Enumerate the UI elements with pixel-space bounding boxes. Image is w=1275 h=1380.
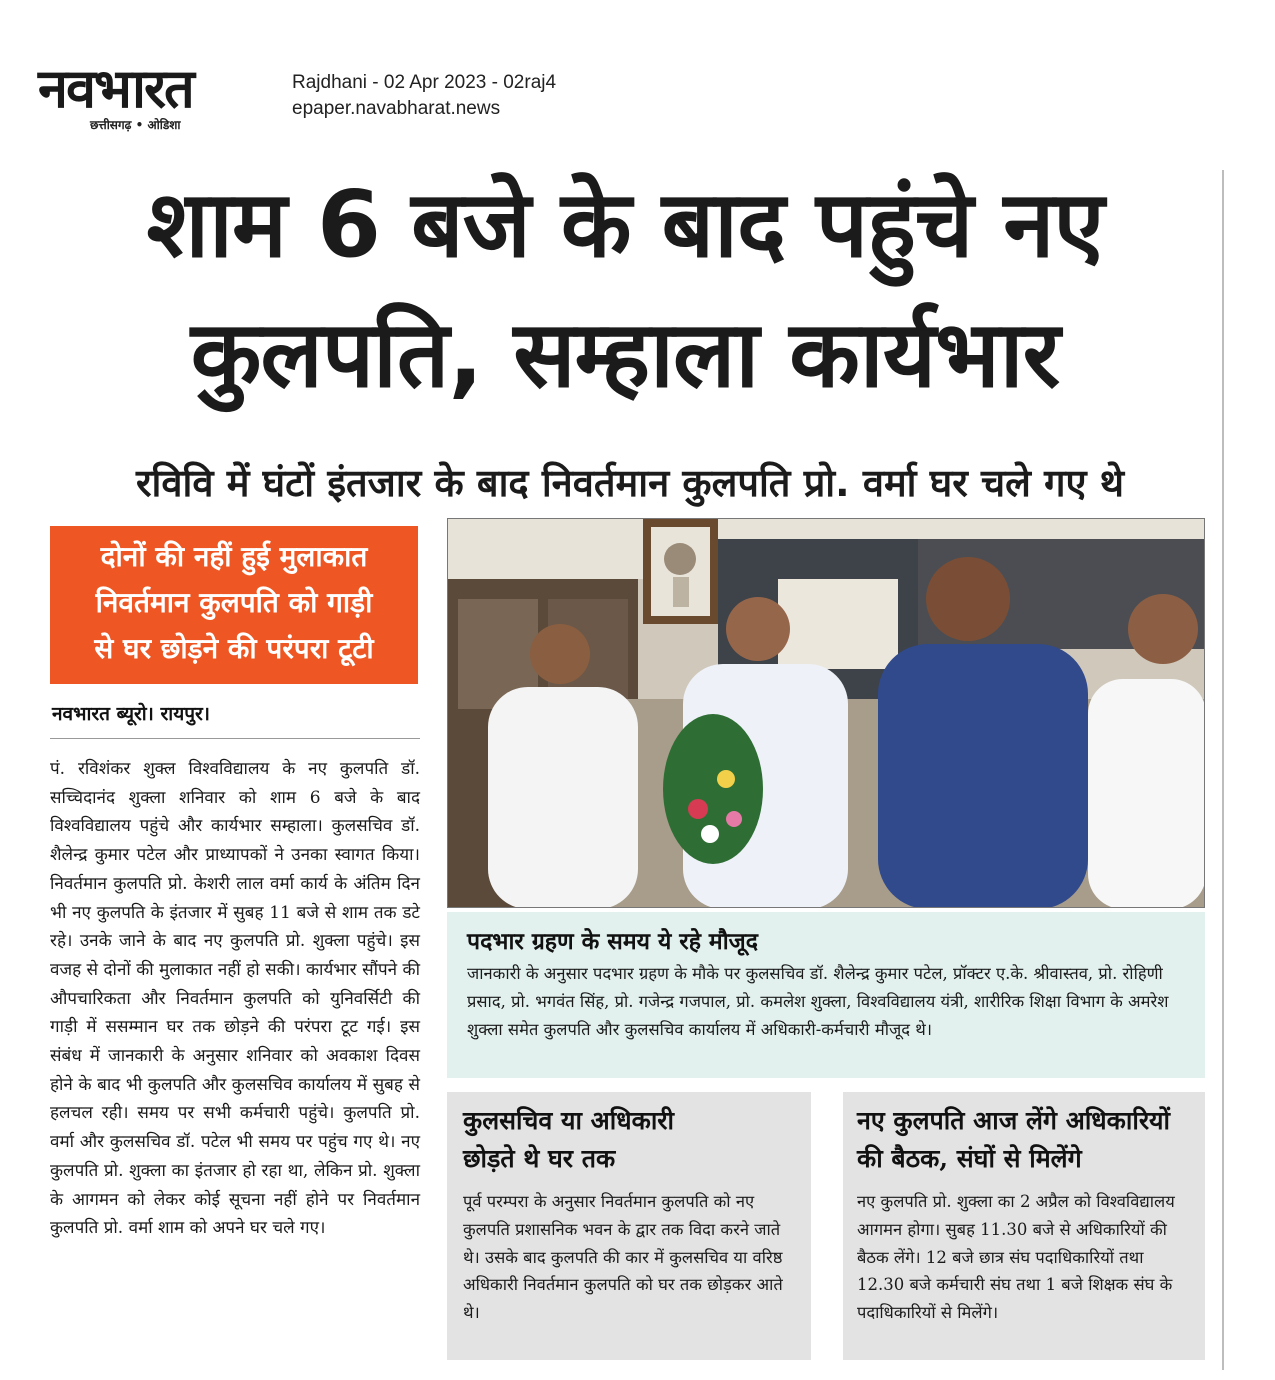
present-officials-title: पदभार ग्रहण के समय ये रहे मौजूद bbox=[467, 928, 758, 955]
highlight-line-2: निवर्तमान कुलपति को गाड़ी bbox=[95, 586, 373, 619]
logo-text: नवभारत bbox=[38, 57, 193, 120]
tradition-text: पूर्व परम्परा के अनुसार निवर्तमान कुलपति को नए कुलपति प्रशासनिक भवन के द्वार तक विदा करने जाते थे। उसके बाद कुलपति की कार में कुलसचिव या वरिष्ठ अधिकारी निवर्तमान कुलपति को घर तक छोड़कर आते थे। bbox=[463, 1192, 783, 1323]
tradition-title bbox=[463, 1102, 795, 1178]
main-headline bbox=[30, 160, 1220, 420]
byline: नवभारत ब्यूरो। रायपुर। bbox=[52, 703, 210, 725]
masthead-logo bbox=[38, 57, 274, 134]
edition-label: छत्तीसगढ़ • ओडिशा bbox=[90, 118, 181, 132]
meeting-title-line-1: नए कुलपति आज लेंगे अधिकारियों bbox=[857, 1106, 1171, 1135]
article-body: पं. रविशंकर शुक्ल विश्वविद्यालय के नए कुलपति डॉ. सच्चिदानंद शुक्ला शनिवार को शाम 6 बजे के बाद विश्वविद्यालय पहुंचे और कार्यभार सम्हाला। कुलसचिव डॉ. शैलेन्द्र कुमार पटेल और प्राध्यापकों ने उनका स्वागत किया। निवर्तमान कुलपति प्रो. केशरी लाल वर्मा कार्य के अंतिम दिन भी नए कुलपति के इंतजार में सुबह 11 बजे से शाम तक डटे रहे। उनके जाने के बाद नए कुलपति प्रो. शुक्ला पहुंचे। इस वजह से दोनों की मुलाकात नहीं हो सकी। कार्यभार सौंपने की औपचारिकता और निवर्तमान कुलपति को युनिवर्सिटी की गाड़ी में ससम्मान घर तक छोड़ने की परंपरा टूट गई। इस संबंध में जानकारी के अनुसार शनिवार को अवकाश दिवस होने के बाद भी कुलपति और कुलसचिव कार्यालय में सुबह से हलचल रही। समय पर सभी कर्मचारी पहुंचे। कुलपति प्रो. वर्मा और कुलसचिव डॉ. पटेल भी समय पर पहुंच गए थे। नए कुलपति प्रो. शुक्ला का इंतजार हो रहा था, लेकिन प्रो. शुक्ला के आगमन को लेकर कोई सूचना नहीं होने पर निवर्तमान कुलपति प्रो. वर्मा शाम को अपने घर चले गए। bbox=[50, 759, 420, 1239]
highlight-line-1: दोनों की नहीं हुई मुलाकात bbox=[100, 540, 368, 573]
column-divider bbox=[1222, 170, 1224, 1370]
present-officials-text: जानकारी के अनुसार पदभार ग्रहण के मौके पर कुलसचिव डॉ. शैलेन्द्र कुमार पटेल, प्रॉक्टर ए.के. श्रीवास्तव, प्रो. रोहिणी प्रसाद, प्रो. भगवंत सिंह, प्रो. गजेन्द्र गजपाल, प्रो. कमलेश शुक्ला, विश्वविद्यालय यंत्री, शारीरिक शिक्षा विभाग के अमरेश शुक्ला समेत कुलपति और कुलसचिव कार्यालय में अधिकारी-कर्मचारी मौजूद थे। bbox=[467, 964, 1169, 1039]
tradition-box bbox=[447, 1092, 811, 1360]
meeting-box bbox=[843, 1092, 1205, 1360]
headline-line-1: शाम 6 बजे के बाद पहुंचे नए bbox=[146, 171, 1104, 278]
highlight-line-3: से घर छोड़ने की परंपरा टूटी bbox=[94, 632, 374, 665]
meeting-title bbox=[857, 1102, 1193, 1178]
tradition-title-line-2: छोड़ते थे घर तक bbox=[463, 1144, 616, 1173]
tradition-title-line-1: कुलसचिव या अधिकारी bbox=[463, 1106, 675, 1135]
highlight-box bbox=[50, 526, 418, 684]
edition-meta bbox=[292, 70, 556, 122]
present-officials-box bbox=[447, 912, 1205, 1078]
edition-date: Rajdhani - 02 Apr 2023 - 02raj4 bbox=[292, 72, 557, 93]
meeting-text: नए कुलपति प्रो. शुक्ला का 2 अप्रैल को विश्वविद्यालय आगमन होगा। सुबह 11.30 बजे से अधिकारियों की बैठक लेंगे। 12 बजे छात्र संघ पदाधिकारियों तथा 12.30 बजे कर्मचारी संघ तथा 1 बजे शिक्षक संघ के पदाधिकारियों से मिलेंगे। bbox=[857, 1192, 1175, 1323]
byline-rule bbox=[50, 738, 420, 739]
meeting-title-line-2: की बैठक, संघों से मिलेंगे bbox=[857, 1144, 1082, 1173]
news-photo bbox=[447, 518, 1205, 908]
sub-headline: रविवि में घंटों इंतजार के बाद निवर्तमान कुलपति प्रो. वर्मा घर चले गए थे bbox=[135, 461, 1125, 505]
epaper-link[interactable]: epaper.navabharat.news bbox=[292, 98, 501, 119]
headline-line-2: कुलपति, सम्हाला कार्यभार bbox=[190, 301, 1060, 408]
photo-illustration bbox=[448, 519, 1205, 908]
